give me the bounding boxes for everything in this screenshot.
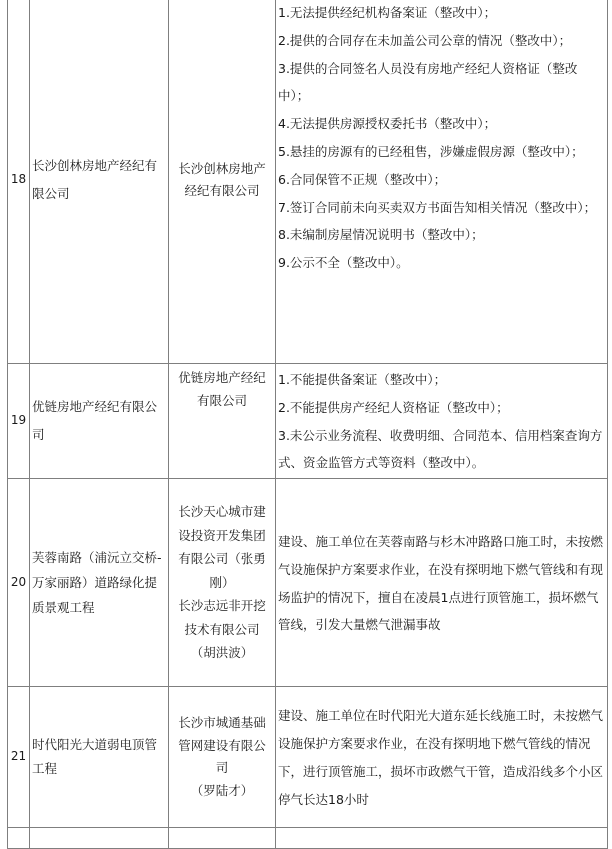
responsible-unit (169, 479, 276, 687)
inspection-table (7, 0, 608, 849)
table-row (8, 364, 608, 479)
empty-cell (169, 828, 276, 849)
issue-item: 2.不能提供房产经纪人资格证（整改中）； (278, 399, 509, 415)
issue-item: 1.不能提供备案证（整改中）； (278, 372, 447, 387)
issue-item: 3.提供的合同签名人员没有房地产经纪人资格证（整改中）； (278, 60, 578, 104)
issue-item: 8.未编制房屋情况说明书（整改中）； (278, 227, 484, 243)
empty-cell (276, 828, 608, 849)
unit-line: 长沙市城通基础管网建设有限公司 (178, 715, 266, 775)
company-name: 优链房地产经纪有限公司 (30, 364, 169, 479)
responsible-unit (169, 687, 276, 828)
table-row (8, 479, 608, 687)
empty-cell (8, 828, 30, 849)
issue-item: 6.合同保管不正规（整改中）； (278, 171, 447, 187)
unit-line: 长沙天心城市建设投资开发集团有限公司（张勇刚） (178, 504, 266, 590)
table-row (8, 828, 608, 849)
issue-item: 4.无法提供房源授权委托书（整改中）； (278, 116, 497, 132)
unit-line: 长沙志远非开挖技术有限公司（胡洪波） (178, 598, 266, 661)
issue-text: 建设、施工单位在芙蓉南路与杉木冲路路口施工时，未按燃气设施保护方案要求作业，在没有探明地下燃气管线和有现场监护的情况下，擅自在凌晨1点进行顶管施工，损坏燃气管线，引发大量燃气泄漏事故 (276, 479, 608, 687)
issue-list (276, 364, 608, 479)
issue-text: 建设、施工单位在时代阳光大道东延长线施工时，未按燃气设施保护方案要求作业，在没有探明地下燃气管线的情况下，进行顶管施工，损坏市政燃气干管，造成沿线多个小区停气长达18小时 (276, 687, 608, 828)
issue-item: 7.签订合同前未向买卖双方书面告知相关情况（整改中）； (278, 199, 597, 215)
issue-list (276, 0, 608, 364)
table-row (8, 687, 608, 828)
company-name: 长沙创林房地产经纪有限公司 (30, 0, 169, 364)
responsible-unit: 长沙创林房地产经纪有限公司 (169, 0, 276, 364)
row-number: 19 (8, 364, 30, 479)
row-number: 20 (8, 479, 30, 687)
issue-item: 5.悬挂的房源有的已经租售，涉嫌虚假房源（整改中）； (278, 143, 584, 159)
project-name: 芙蓉南路（浦沅立交桥-万家丽路）道路绿化提质景观工程 (30, 479, 169, 687)
issue-item: 1.无法提供经纪机构备案证（整改中）； (278, 5, 497, 20)
responsible-unit: 优链房地产经纪有限公司 (169, 364, 276, 479)
table-row (8, 0, 608, 364)
row-number: 18 (8, 0, 30, 364)
project-name: 时代阳光大道弱电顶管工程 (30, 687, 169, 828)
empty-cell (30, 828, 169, 849)
issue-item: 9.公示不全（整改中）。 (278, 255, 409, 271)
issue-item: 3.未公示业务流程、收费明细、合同范本、信用档案查询方式、资金监管方式等资料（整改中）。 (278, 427, 603, 471)
issue-item: 2.提供的合同存在未加盖公司公章的情况（整改中）； (278, 32, 572, 48)
row-number: 21 (8, 687, 30, 828)
unit-line: （罗陆才） (190, 782, 254, 798)
